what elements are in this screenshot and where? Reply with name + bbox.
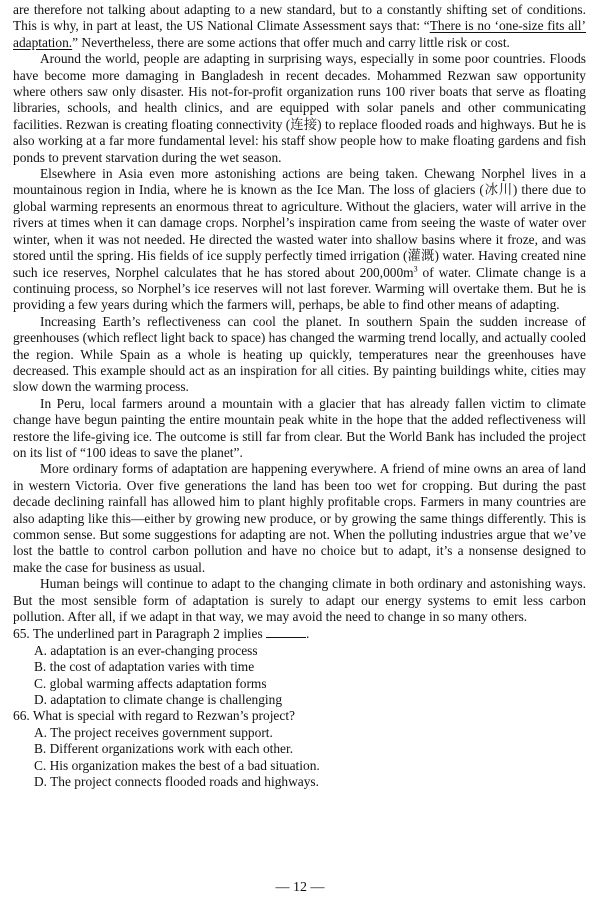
question-66-option-c: C. His organization makes the best of a bad situation. — [34, 757, 320, 773]
paragraph-2: Around the world, people are adapting in surprising ways, especially in some poor countries. Floods have become more damaging in Bangladesh in recent decades. Mohammed Rezwan saw opportunity where others saw only disaster. His not-for-profit organization runs 100 river boats that serve as floating libraries, schools, and health clinics, and are equipped with solar panels and other communicating facilities. Rezwan is creating floating connectivity (连接) to replace flooded roads and highways. But he is also working at a far more fundamental level: his staff show people how to make floating gardens and fish ponds to prevent starvation during the wet season. — [13, 51, 586, 165]
question-66-stem: 66. What is special with regard to Rezwan’s project? — [13, 708, 295, 724]
question-66-option-b: B. Different organizations work with each other. — [34, 741, 294, 757]
question-65-text: 65. The underlined part in Paragraph 2 implies — [13, 626, 263, 642]
paragraph-1-text-before: are therefore not talking about adapting to a new standard, but to a constantly shifting set of conditions. This is why, in part at least, the US National Climate Assessment says that: “ — [13, 2, 586, 34]
question-65-option-d: D. adaptation to climate change is challenging — [34, 692, 283, 708]
answer-blank — [266, 625, 306, 638]
question-65-option-b: B. the cost of adaptation varies with time — [34, 659, 255, 675]
question-65-end: . — [306, 626, 310, 642]
superscript-3: 3 — [413, 264, 418, 274]
paragraph-6: More ordinary forms of adaptation are happening everywhere. A friend of mine owns an area of land in western Victoria. Over five generations the land has been too wet for cropping. But during the past decade declining rainfall has allowed him to plant highly profitable crops. Farmers in many countries are also adapting like this—either by growing new produce, or by growing the same things differently. This is common sense. But some suggestions for adapting are not. When the polluting industries argue that we’ve lost the battle to control carbon pollution and have no choice but to adapt, it’s a nonsense designed to make the case for business as usual. — [13, 461, 586, 575]
question-66-option-d: D. The project connects flooded roads and highways. — [34, 774, 319, 790]
passage-text — [13, 2, 586, 791]
question-65-option-a: A. adaptation is an ever-changing process — [34, 642, 258, 658]
paragraph-3-text-after: of water. Climate change is a continuing process, so Norphel’s ice reserves will not last forever. Warming will overtake them. But he is providing a few years during which the farmers will, perhaps, be able to find other means of adapting. — [13, 264, 586, 313]
paragraph-7: Human beings will continue to adapt to the changing climate in both ordinary and astonishing ways. But the most sensible form of adaptation is surely to adapt our energy systems to emit less carbon pollution. After all, if we adapt in that way, we may avoid the need to change in so many others. — [13, 576, 586, 625]
paragraph-4: Increasing Earth’s reflectiveness can cool the planet. In southern Spain the sudden increase of greenhouses (which reflect light back to space) has changed the warming trend locally, and actually cooled the region. While Spain as a whole is heating up quickly, temperatures near the greenhouses have decreased. This example should act as an inspiration for all cities. By painting buildings white, cities may slow down the warming process. — [13, 313, 586, 395]
paragraph-5: In Peru, local farmers around a mountain with a glacier that has already fallen victim to climate change have begun painting the entire mountain peak white in the hope that the added reflectiveness will restore the life-giving ice. The outcome is still far from clear. But the World Bank has included the project on its list of “100 ideas to save the planet”. — [13, 395, 586, 460]
paragraph-3-text-before: Elsewhere in Asia even more astonishing actions are being taken. Chewang Norphel lives in a mountainous region in India, where he is known as the Ice Man. The loss of glaciers (冰川) there due to global warming represents an enormous threat to agriculture. Without the glaciers, water will arrive in the rivers at times when it can damage crops. Norphel’s inspiration came from seeing the waste of water over winter, when it was not needed. He directed the wasted water into shallow basins where it froze, and was stored until the spring. His fields of ice supply perfectly timed irrigation (灌溉) water. Having created nine such ice reserves, Norphel calculates that he has stored about 200,000m — [13, 166, 586, 280]
underlined-quote: There is no ‘one-size fits all’ adaptation. — [13, 18, 586, 50]
paragraph-3 — [13, 166, 586, 314]
paragraph-1-text-after: ” Nevertheless, there are some actions that offer much and carry little risk or cost. — [72, 34, 510, 50]
question-65-stem — [13, 625, 586, 642]
question-65-option-c: C. global warming affects adaptation forms — [34, 675, 267, 691]
page-number: — 12 — — [275, 880, 325, 895]
paragraph-1 — [13, 2, 586, 51]
question-66-option-a: A. The project receives government support. — [34, 724, 273, 740]
